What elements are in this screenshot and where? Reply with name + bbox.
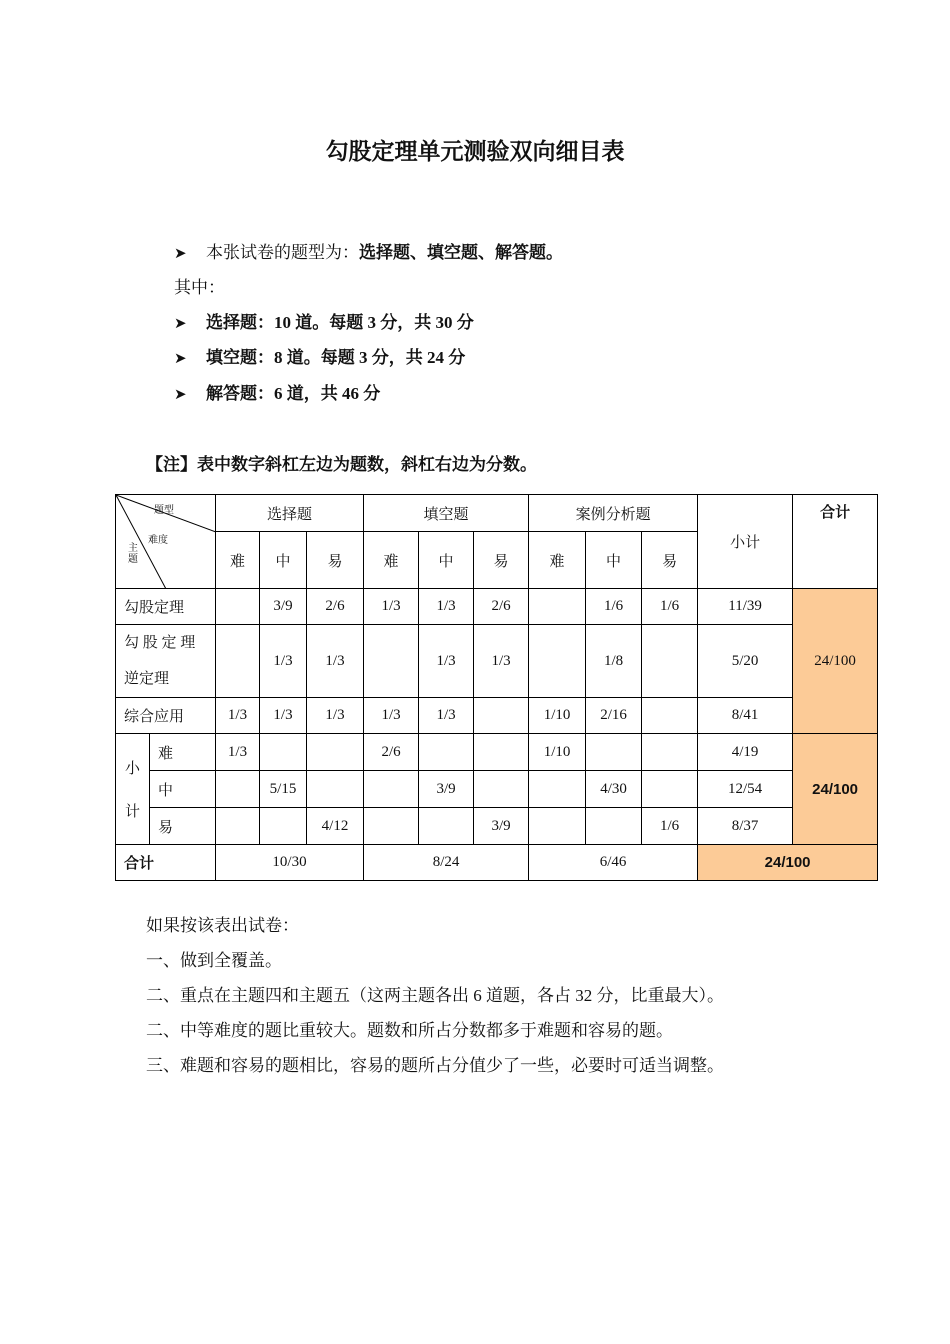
corner-label-topic: 主题 (128, 543, 138, 565)
table-cell: 1/3 (419, 589, 474, 625)
table-cell: 1/10 (529, 734, 586, 771)
grand-total: 24/100 (698, 845, 878, 881)
arrow-bullet-icon: ➤ (174, 316, 187, 332)
intro-item-text: 选择题：10 道。每题 3 分，共 30 分 (206, 313, 474, 332)
table-cell: 1/3 (260, 625, 307, 698)
arrow-bullet-icon: ➤ (174, 246, 187, 262)
paragraph: 一、做到全覆盖。 (146, 951, 282, 970)
subtotal-header: 小计 (698, 495, 793, 589)
table-cell: 1/8 (586, 625, 642, 698)
intro-item-choice (174, 308, 474, 333)
row-subtotal: 12/54 (698, 771, 793, 808)
level-header: 易 (642, 532, 698, 589)
table-cell: 1/3 (419, 698, 474, 734)
level-header: 中 (419, 532, 474, 589)
level-total: 24/100 (793, 734, 878, 845)
level-name: 中 (150, 771, 216, 808)
intro-line-question-types (174, 238, 563, 263)
table-cell (642, 698, 698, 734)
row-subtotal: 11/39 (698, 589, 793, 625)
table-cell: 1/6 (586, 589, 642, 625)
table-cell: 1/3 (260, 698, 307, 734)
group-header-fill: 填空题 (364, 495, 529, 532)
table-cell (586, 734, 642, 771)
intro-prefix: 本张试卷的题型为： (206, 243, 359, 262)
table-cell: 1/3 (307, 698, 364, 734)
spec-table (115, 494, 878, 881)
intro-line-among: 其中： (174, 278, 225, 297)
table-note: 【注】表中数字斜杠左边为题数，斜杠右边为分数。 (146, 455, 537, 474)
table-cell: 1/3 (364, 589, 419, 625)
group-header-case: 案例分析题 (529, 495, 698, 532)
level-header: 易 (474, 532, 529, 589)
group-total: 8/24 (364, 845, 529, 881)
total-label: 合计 (116, 845, 216, 881)
total-row (116, 845, 878, 881)
paragraph: 二、中等难度的题比重较大。题数和所占分数都多于难题和容易的题。 (146, 1021, 673, 1040)
table-cell: 3/9 (474, 808, 529, 845)
table-cell: 1/3 (364, 698, 419, 734)
table-cell (529, 589, 586, 625)
table-cell (364, 771, 419, 808)
table-cell: 1/3 (474, 625, 529, 698)
row-subtotal: 5/20 (698, 625, 793, 698)
topic-total: 24/100 (793, 589, 878, 734)
table-cell (260, 808, 307, 845)
arrow-bullet-icon: ➤ (174, 351, 187, 367)
subtotal-label-char: 小 (124, 761, 140, 777)
subtotal-label (116, 734, 150, 845)
topic-name-line: 逆定理 (124, 671, 170, 687)
table-cell: 2/6 (307, 589, 364, 625)
table-cell: 1/6 (642, 808, 698, 845)
topic-name: 勾股定理 (116, 589, 216, 625)
intro-item-fill (174, 343, 465, 368)
table-cell (474, 698, 529, 734)
intro-item-answer (174, 379, 380, 404)
group-total: 10/30 (216, 845, 364, 881)
table-cell: 1/3 (216, 734, 260, 771)
level-header: 中 (586, 532, 642, 589)
paragraph: 二、重点在主题四和主题五（这两主题各出 6 道题，各占 32 分，比重最大）。 (146, 986, 724, 1005)
row-subtotal: 4/19 (698, 734, 793, 771)
table-cell (216, 808, 260, 845)
table-cell (642, 625, 698, 698)
level-header: 难 (216, 532, 260, 589)
table-cell (307, 771, 364, 808)
level-header: 易 (307, 532, 364, 589)
table-cell: 3/9 (260, 589, 307, 625)
paragraph: 三、难题和容易的题相比，容易的题所占分值少了一些，必要时可适当调整。 (146, 1056, 724, 1075)
table-cell (307, 734, 364, 771)
group-header-choice: 选择题 (216, 495, 364, 532)
table-cell: 4/12 (307, 808, 364, 845)
table-cell (642, 734, 698, 771)
table-cell (586, 808, 642, 845)
total-header: 合计 (793, 495, 878, 589)
topic-name-line: 勾 股 定 理 (124, 635, 196, 651)
corner-label-difficulty: 难度 (148, 535, 168, 546)
corner-label-type: 题型 (154, 505, 174, 516)
table-cell (419, 808, 474, 845)
group-total: 6/46 (529, 845, 698, 881)
table-cell (364, 625, 419, 698)
corner-header (116, 495, 216, 589)
arrow-bullet-icon: ➤ (174, 387, 187, 403)
table-cell (474, 771, 529, 808)
intro-item-text: 解答题：6 道，共 46 分 (206, 384, 381, 403)
row-subtotal: 8/37 (698, 808, 793, 845)
table-cell (216, 771, 260, 808)
level-row (116, 771, 878, 808)
level-row (116, 734, 878, 771)
level-row (116, 808, 878, 845)
table-cell (474, 734, 529, 771)
table-cell (529, 808, 586, 845)
intro-types: 选择题、填空题、解答题。 (359, 243, 563, 262)
table-cell (529, 771, 586, 808)
topic-row (116, 698, 878, 734)
table-cell (529, 625, 586, 698)
level-name: 易 (150, 808, 216, 845)
table-cell (216, 589, 260, 625)
level-header: 中 (260, 532, 307, 589)
table-cell: 1/3 (419, 625, 474, 698)
topic-name (116, 625, 216, 698)
table-cell: 4/30 (586, 771, 642, 808)
row-subtotal: 8/41 (698, 698, 793, 734)
table-cell: 2/16 (586, 698, 642, 734)
topic-row (116, 625, 878, 698)
level-header: 难 (529, 532, 586, 589)
table-cell (419, 734, 474, 771)
table-cell (642, 771, 698, 808)
table-cell (216, 625, 260, 698)
table-cell: 3/9 (419, 771, 474, 808)
subtotal-label-char: 计 (124, 804, 140, 820)
topic-name: 综合应用 (116, 698, 216, 734)
level-header: 难 (364, 532, 419, 589)
table-cell: 1/3 (307, 625, 364, 698)
table-cell: 2/6 (364, 734, 419, 771)
table-cell (364, 808, 419, 845)
table-cell: 2/6 (474, 589, 529, 625)
table-cell: 1/3 (216, 698, 260, 734)
table-cell: 1/10 (529, 698, 586, 734)
paragraph: 如果按该表出试卷： (146, 916, 299, 935)
topic-row (116, 589, 878, 625)
table-cell: 1/6 (642, 589, 698, 625)
table-cell (260, 734, 307, 771)
table-cell: 5/15 (260, 771, 307, 808)
level-name: 难 (150, 734, 216, 771)
page-title: 勾股定理单元测验双向细目表 (325, 138, 625, 164)
intro-item-text: 填空题：8 道。每题 3 分，共 24 分 (206, 348, 466, 367)
